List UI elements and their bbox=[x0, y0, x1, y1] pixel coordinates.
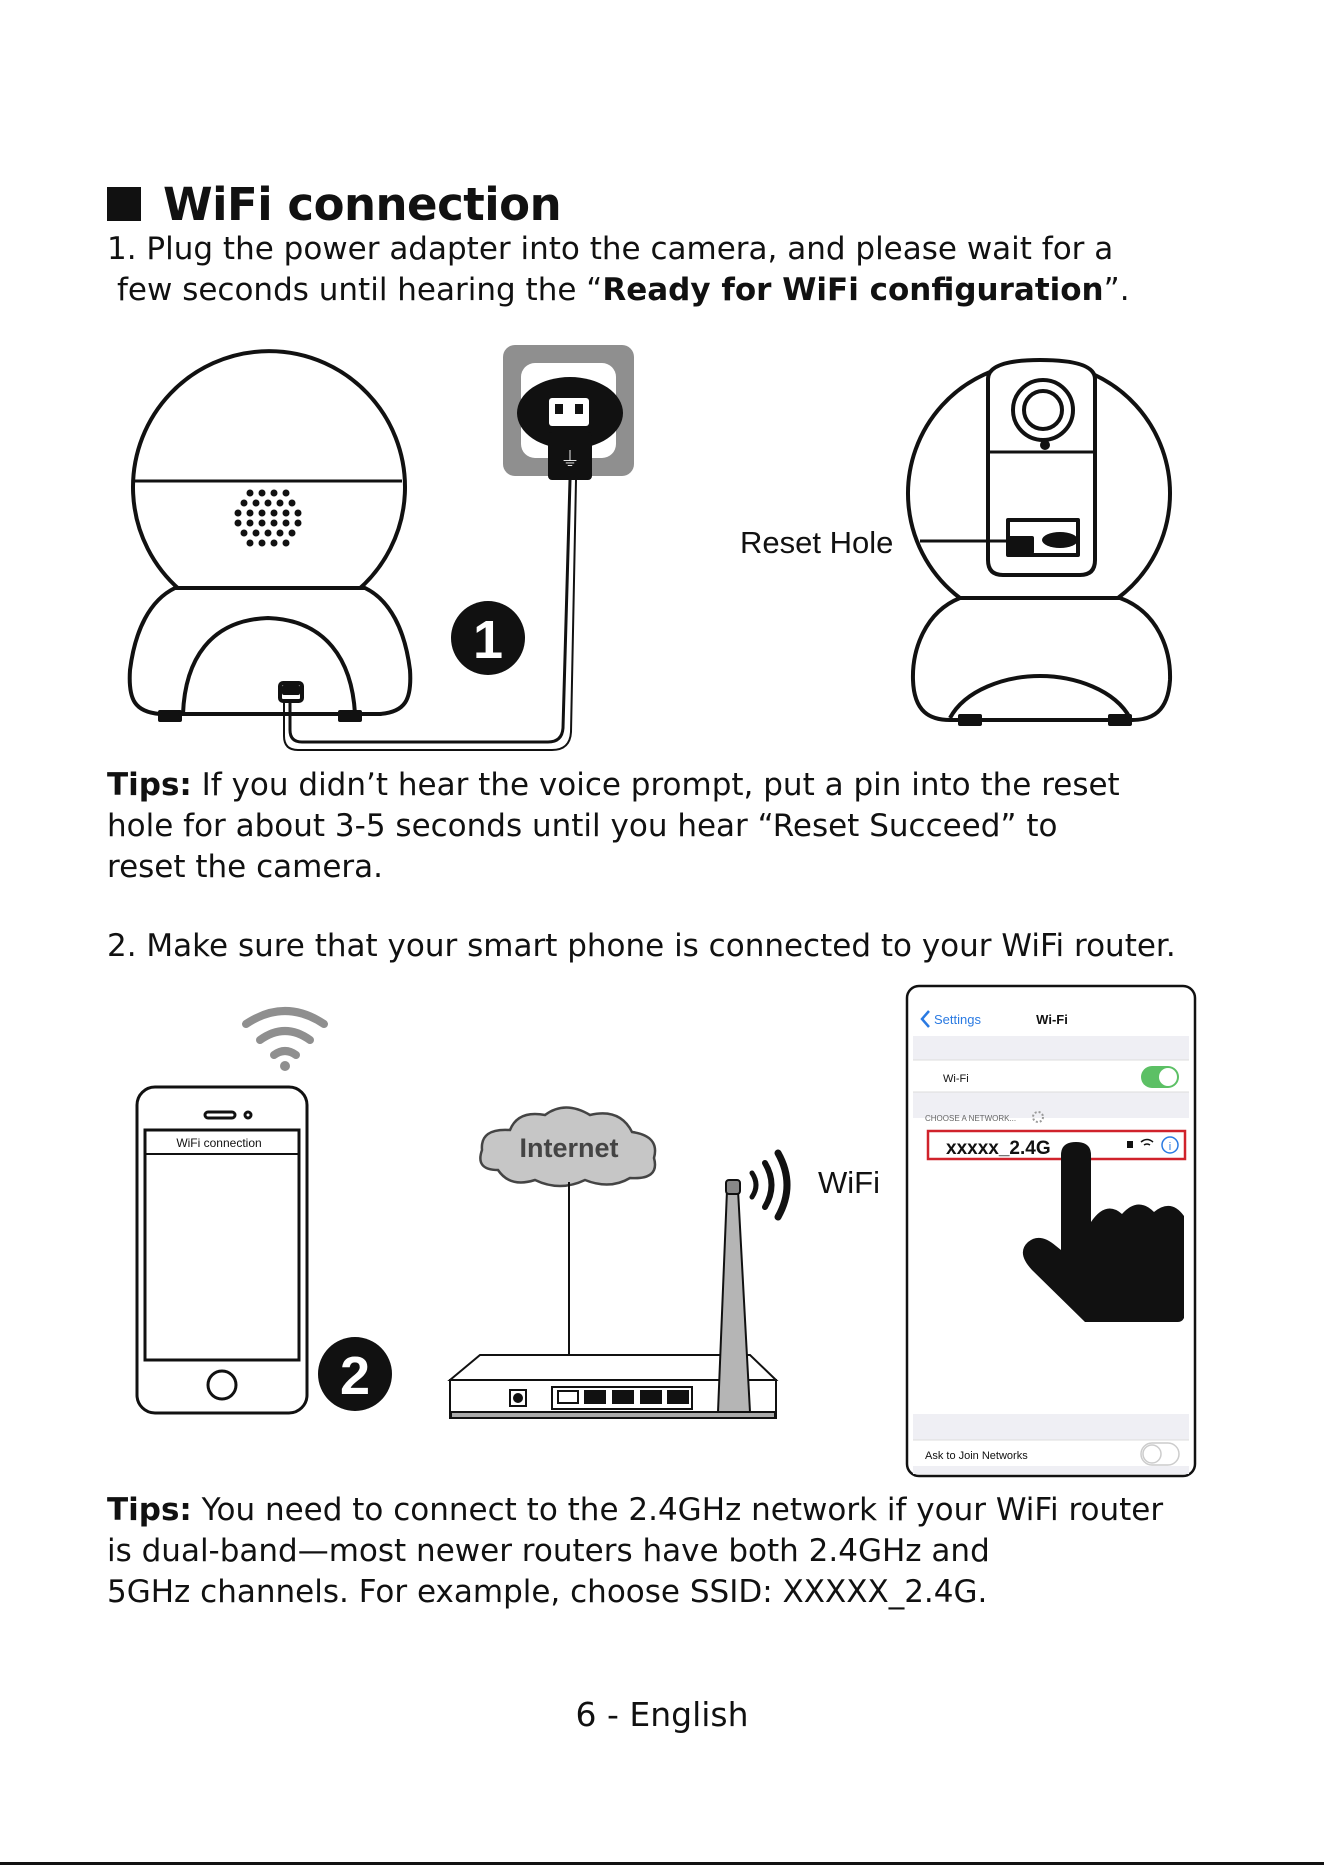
reset-hole-label: Reset Hole bbox=[740, 525, 894, 560]
step2-badge-number: 2 bbox=[339, 1346, 371, 1406]
page-footer: 6 - English bbox=[575, 1695, 749, 1734]
svg-text:⏚: ⏚ bbox=[560, 449, 580, 471]
svg-text:i: i bbox=[1168, 1141, 1172, 1153]
router-icon bbox=[450, 1180, 776, 1418]
router-signal-icon bbox=[752, 1153, 787, 1217]
internet-label: Internet bbox=[519, 1133, 619, 1163]
network-name: xxxxx_2.4G bbox=[946, 1138, 1051, 1159]
step2-text: 2. Make sure that your smart phone is connected to your WiFi router. bbox=[107, 928, 1176, 964]
lock-icon bbox=[1127, 1141, 1133, 1148]
tips1-line2: hole for about 3-5 seconds until you hear “Reset Succeed” to bbox=[107, 808, 1058, 844]
wifi-signal-icon bbox=[246, 1011, 324, 1055]
step1-line2: few seconds until hearing the “Ready for WiFi configuration”. bbox=[117, 272, 1130, 308]
step1-line1: 1. Plug the power adapter into the camera, and please wait for a bbox=[107, 231, 1114, 267]
tips1-label: Tips: bbox=[107, 767, 192, 803]
wifi-label: WiFi bbox=[818, 1165, 880, 1200]
wifi-row-label: Wi-Fi bbox=[943, 1073, 969, 1085]
settings-back-label: Settings bbox=[934, 1012, 981, 1027]
settings-title: Wi-Fi bbox=[1036, 1012, 1068, 1027]
phone-screen-title: WiFi connection bbox=[176, 1136, 262, 1150]
section-title: WiFi connection bbox=[163, 177, 562, 231]
tips2-line2: is dual-band—most newer routers have both 2.4GHz and bbox=[107, 1533, 990, 1569]
ready-phrase: Ready for WiFi configuration bbox=[602, 272, 1104, 308]
tips2-line3: 5GHz channels. For example, choose SSID: XXXXX_2.4G. bbox=[107, 1574, 988, 1610]
tips2-paragraph bbox=[107, 1490, 1257, 1613]
ask-join-label: Ask to Join Networks bbox=[925, 1450, 1028, 1462]
step1-badge-number: 1 bbox=[472, 610, 504, 670]
bottom-rule bbox=[0, 1862, 1324, 1865]
tips1-line1: Tips: If you didn’t hear the voice prompt, put a pin into the reset bbox=[107, 767, 1120, 803]
settings-screen bbox=[907, 986, 1195, 1476]
choose-network-label: CHOOSE A NETWORK... bbox=[925, 1114, 1017, 1123]
tips1-line3: reset the camera. bbox=[107, 849, 384, 885]
tips2-line1: Tips: You need to connect to the 2.4GHz network if your WiFi router bbox=[107, 1492, 1164, 1528]
tips2-label: Tips: bbox=[107, 1492, 192, 1528]
